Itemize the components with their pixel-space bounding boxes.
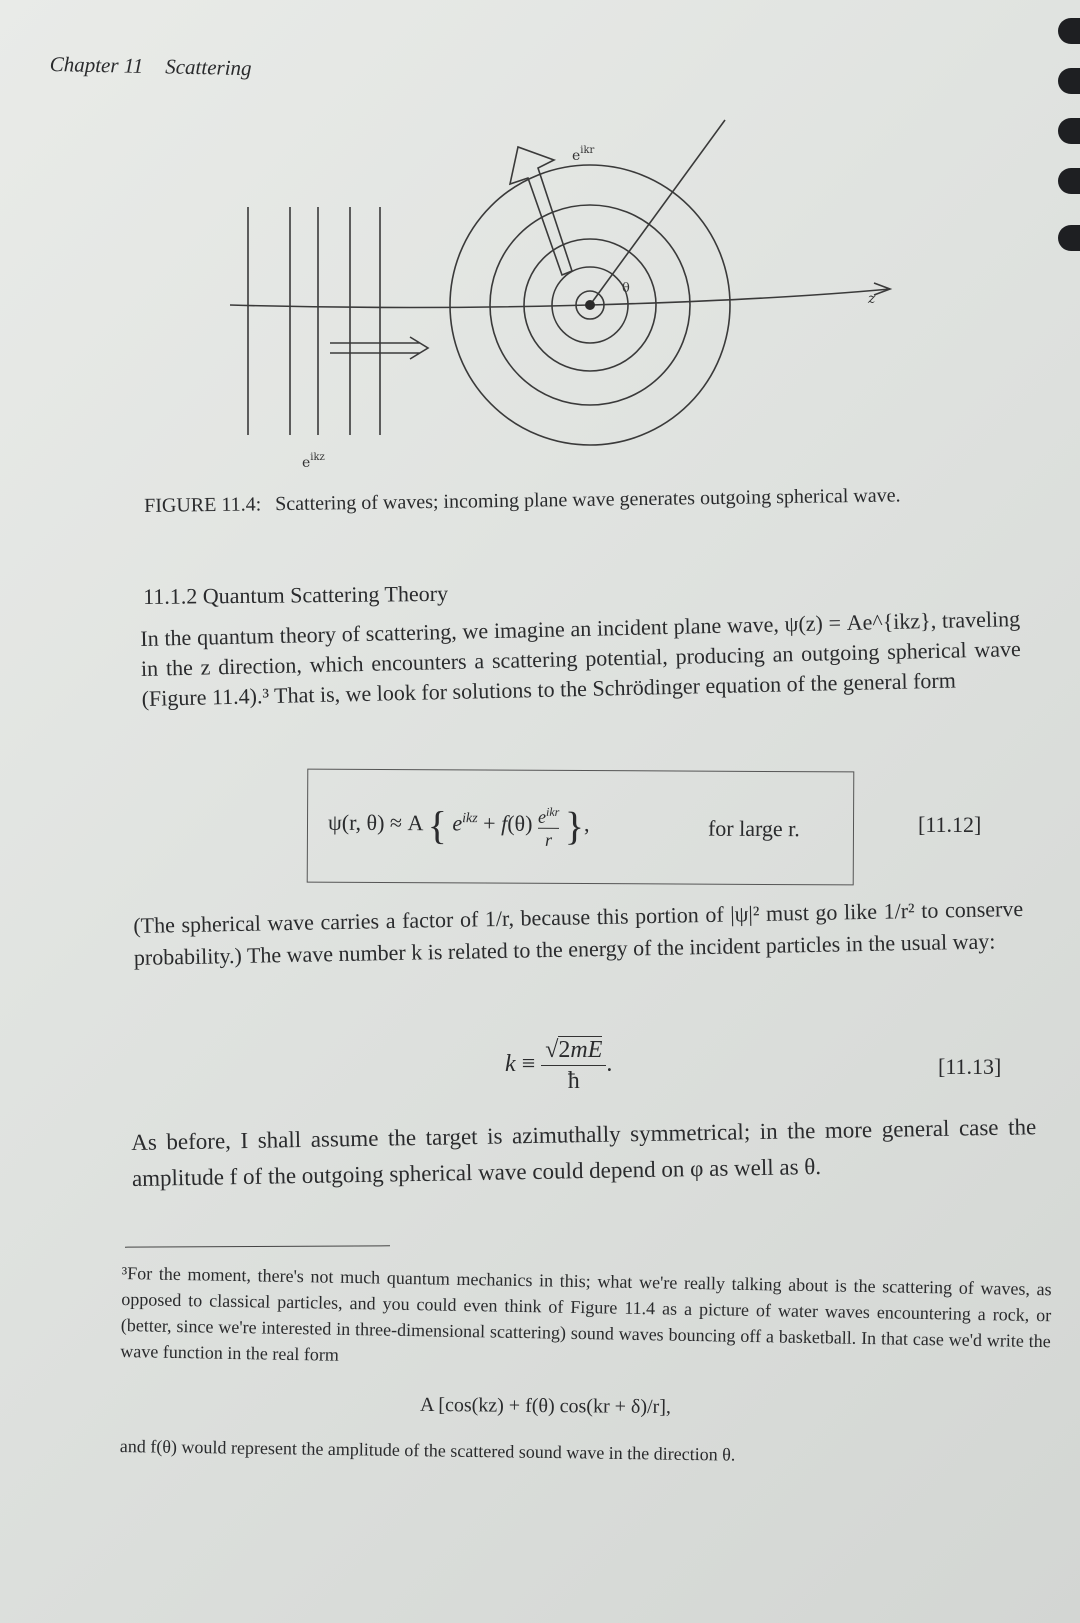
- scattering-center: [585, 300, 595, 310]
- equation-lhs: ψ(r, θ) ≈ A: [327, 809, 423, 836]
- spiral-binding-ring: [1058, 225, 1080, 251]
- equation-box-11-12: [307, 769, 855, 886]
- outgoing-wave-arrow: [510, 147, 572, 275]
- spiral-binding-ring: [1058, 18, 1080, 44]
- chapter-number: Chapter 11: [49, 52, 144, 78]
- scattering-angle-line: [590, 120, 725, 305]
- caption-label: FIGURE 11.4:: [144, 493, 262, 517]
- equation-number-11-12: [11.12]: [918, 812, 982, 837]
- paragraph-azimuthal: As before, I shall assume the target is azimuthally symmetrical; in the more general case the amplitude f of the outgoing spherical wave could depend on φ as well as θ.: [131, 1114, 1037, 1191]
- z-axis-label: z: [868, 291, 876, 307]
- footnote-equation: A [cos(kz) + f(θ) cos(kr + δ)/r],: [419, 1393, 672, 1419]
- figure-scattering-diagram: [210, 115, 930, 495]
- scattering-diagram-svg: [210, 115, 930, 495]
- chapter-title: Scattering: [165, 54, 252, 81]
- equation-11-13: k ≡ $\frac{√2mE}{ħ}$ .: [505, 1037, 613, 1094]
- paragraph-spherical-factor: (The spherical wave carries a factor of 1/r, because this portion of |ψ|² must go like 1/r² to conserve probability.) The wave number k is related to the energy of the incident particles in the usual way:: [133, 895, 1024, 970]
- paragraph-intro: In the quantum theory of scattering, we imagine an incident plane wave, ψ(z) = Ae^{ikz}, traveling in the z direction, which encounters a scattering potential, producing an outgoing spherical wave (Figure 11.4).³ That is, we look for solutions to the Schrödinger equation of the general form: [140, 606, 1022, 711]
- spherical-wave-label: $e^{ikr}$: [572, 145, 595, 164]
- z-axis-line: [230, 289, 890, 308]
- caption-text: Scattering of waves; incoming plane wave generates outgoing spherical wave.: [275, 484, 901, 516]
- plane-wave-label: $e^{ikz}$: [302, 452, 325, 471]
- footnote-divider: [125, 1245, 390, 1247]
- running-header: [49, 52, 251, 81]
- spiral-binding-ring: [1058, 118, 1080, 144]
- theta-label: θ: [622, 281, 630, 296]
- spiral-binding-ring: [1058, 68, 1080, 94]
- footnote-text: ³For the moment, there's not much quantum mechanics in this; what we're really talking about is the scattering of waves, as opposed to classical particles, and you could even think of Figure 11.4 as a picture of water waves encountering a rock, or (better, since we're interested in three-dimensional scattering) sound waves bouncing off a basketball. In that case we'd write the wave function in the real form: [120, 1262, 1052, 1365]
- footnote-closing: and f(θ) would represent the amplitude of the scattered sound wave in the direction θ.: [119, 1436, 736, 1465]
- equation-11-12: ψ(r, θ) ≈ A { $e^{ikz} + f(\theta)$ $e^{ikr}$ r },: [327, 802, 590, 850]
- incident-wave-arrow: [330, 337, 428, 359]
- spiral-binding-ring: [1058, 168, 1080, 194]
- equation-condition: for large r.: [707, 815, 800, 842]
- section-heading: 11.1.2 Quantum Scattering Theory: [143, 580, 449, 609]
- equation-number-11-13: [11.13]: [938, 1054, 1002, 1079]
